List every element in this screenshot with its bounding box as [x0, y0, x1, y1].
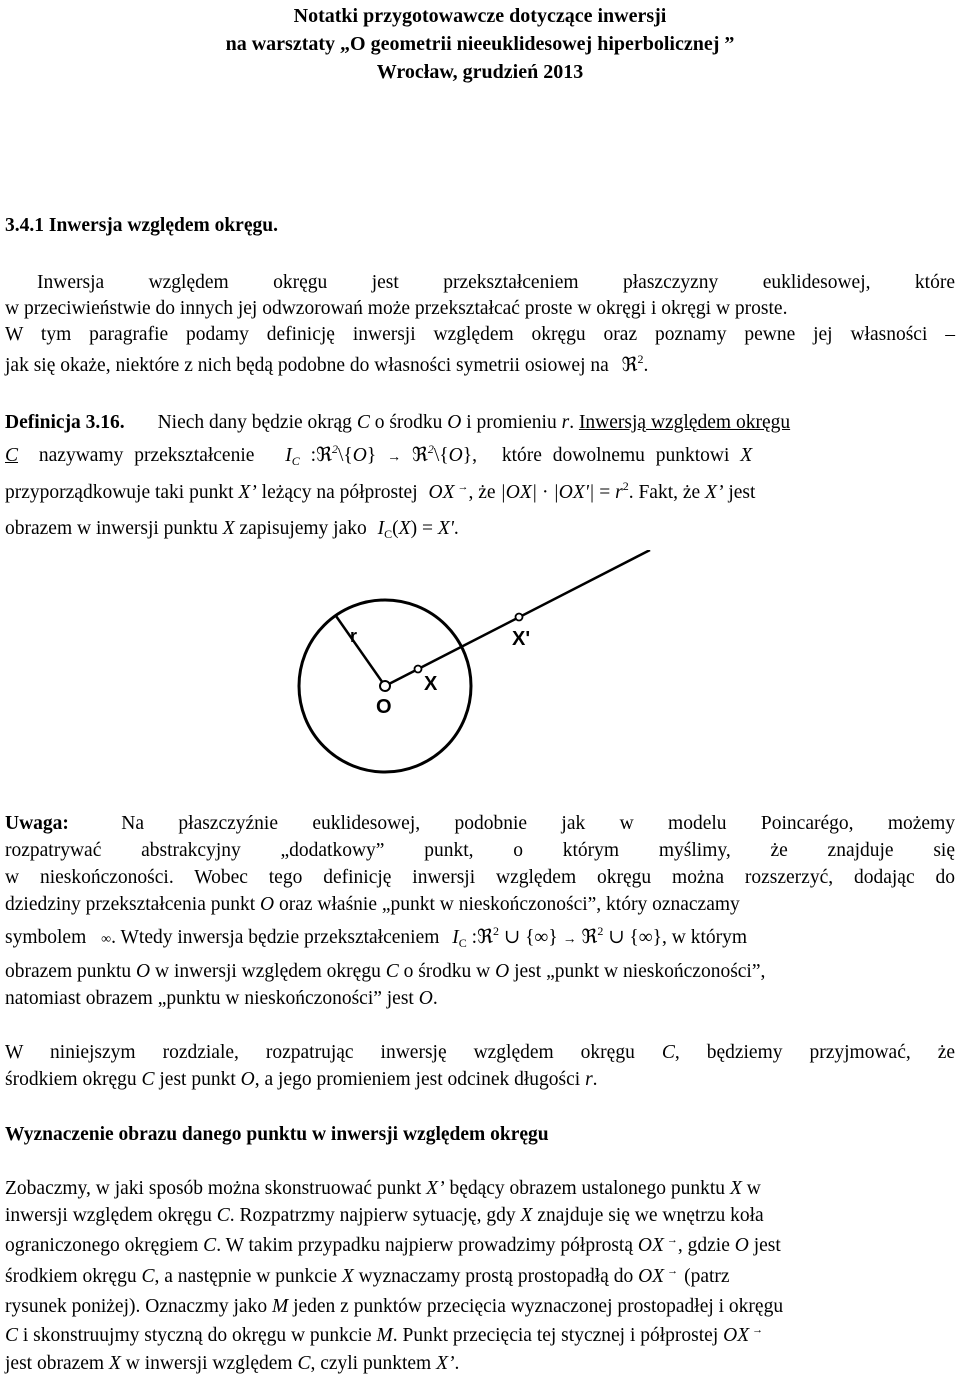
definition-line-1: Definicja 3.16. Niech dany będzie okrąg C o środku O i promieniu r. Inwersją względem okręgu [5, 412, 791, 433]
intro-line-2: w przeciwieństwie do innych jej odwzorowań może przekształcać proste w okręgi i okręgi w proste. [5, 298, 788, 319]
para2-line-1: W niniejszym rozdziale, rozpatrując inwersję względem okręgu C, będziemy przyjmować, że [5, 1042, 956, 1063]
section-title: 3.4.1 Inwersja względem okręgu. [5, 215, 278, 236]
para3-line-6: C i skonstruujmy styczną do okręgu w punkcie M. Punkt przecięcia tej stycznej i półprostej OX → [5, 1323, 955, 1349]
para3-line-3: ograniczonego okręgiem C. W takim przypadku najpierw prowadzimy półprostą OX → , gdzie O jest [5, 1233, 955, 1259]
ray-ox: OX → [428, 482, 454, 503]
definition-line-4: obrazem w inwersji punktu X zapisujemy jako $I_C(X) = X'$. [5, 518, 459, 541]
point-x-prime [516, 614, 523, 621]
para3-line-1: Zobaczmy, w jaki sposób można skonstruować punkt X’ będący obrazem ustalonego punktu X w [5, 1178, 761, 1199]
ray-ox-3: OX → [638, 1266, 664, 1287]
label-x-prime: X' [512, 628, 531, 650]
title-line-3: Wrocław, grudzień 2013 [376, 61, 584, 83]
note-line-7: natomiast obrazem „punktu w nieskończoności” jest O. [5, 988, 438, 1009]
real-plane-symbol: ℜ$^2$ [621, 352, 644, 376]
label-r: r [350, 626, 358, 646]
note-line-2: rozpatrywać abstrakcyjny „dodatkowy” punkt, o którym myślimy, że znajduje się [5, 840, 955, 861]
note-line-3: w nieskończoności. Wobec tego definicję inwersji względem okręgu można rozszerzyć, dodając do [5, 867, 955, 888]
document-title [0, 2, 960, 86]
note-line-1: Uwaga: Na płaszczyźnie euklidesowej, podobnie jak w modelu Poincarégo, możemy [5, 813, 956, 834]
inversion-condition-formula: $|OX| \cdot |OX'| = r^2$ [500, 479, 629, 503]
note-line-6: obrazem punktu O w inwersji względem okręgu C o środku w O jest „punkt w nieskończoności”, [5, 961, 766, 982]
label-x: X [424, 673, 438, 695]
subsection-title: Wyznaczenie obrazu danego punktu w inwersji względem okręgu [5, 1124, 549, 1145]
para3-line-5: rysunek poniżej). Oznaczmy jako M jeden z punktów przecięcia wyznaczonej prostopadłej i okręgu [5, 1296, 784, 1317]
radius-segment [336, 616, 385, 686]
intro-line-4: jak się okaże, niektóre z nich będą podobne do własności symetrii osiowej na ℜ$^2$. [5, 352, 649, 376]
infinity-symbol: ∞ [101, 932, 112, 947]
para3-line-7: jest obrazem X w inwersji względem C, czyli punktem X’. [5, 1353, 460, 1374]
note-line-4: dziedziny przekształcenia punkt O oraz właśnie „punkt w nieskończoności”, który oznaczamy [5, 894, 740, 915]
note-line-5: symbolem ∞. Wtedy inwersja będzie przekształceniem $I_C$ :ℜ$^2$ ∪ {∞} → ℜ$^2$ ∪ {∞}, w którym [5, 924, 748, 950]
title-line-2: na warsztaty „O geometrii nieeuklidesowej hiperbolicznej ” [225, 33, 735, 55]
ray-ox-4: OX → [723, 1325, 749, 1346]
intro-line-3: W tym paragrafie podamy definicję inwersji względem okręgu oraz poznamy pewne jej własności – [5, 324, 955, 345]
note-label: Uwaga: [5, 813, 69, 834]
definition-line-2: C nazywamy przekształcenie $I_C$ :ℜ$^2$\{O} → ℜ$^2$\{O}, które dowolnemu punktowi X [5, 442, 753, 468]
ray-ox-2: OX → [638, 1235, 664, 1256]
para3-line-4: środkiem okręgu C, a następnie w punkcie X wyznaczamy prostą prostopadłą do OX → (patrz [5, 1264, 955, 1290]
point-o [380, 681, 390, 691]
inversion-figure [290, 550, 670, 780]
para3-line-2: inwersji względem okręgu C. Rozpatrzmy najpierw sytuację, gdy X znajduje się we wnętrzu koła [5, 1205, 764, 1226]
label-o: O [376, 696, 392, 718]
title-line-1: Notatki przygotowawcze dotyczące inwersji [293, 5, 667, 27]
point-x [415, 666, 422, 673]
extended-inversion-formula: $I_C$ :ℜ$^2$ ∪ {∞} → ℜ$^2$ ∪ {∞} [452, 924, 663, 950]
definition-term: Inwersją względem okręgu [578, 412, 791, 433]
intro-line-1: Inwersja względem okręgu jest przekształceniem płaszczyzny euklidesowej, które [37, 272, 955, 293]
para2-line-2: środkiem okręgu C jest punkt O, a jego promieniem jest odcinek długości r. [5, 1069, 598, 1090]
inversion-image-formula: $I_C(X) = X'$ [377, 518, 454, 541]
inversion-map-formula: $I_C$ :ℜ$^2$\{O} → ℜ$^2$\{O} [285, 442, 473, 468]
definition-label: Definicja 3.16. [5, 412, 125, 433]
definition-line-3: przyporządkowuje taki punkt X’ leżący na półprostej OX → , że $|OX| \cdot |OX'| = r^2$. Fakt, że X’ jest [5, 480, 955, 506]
